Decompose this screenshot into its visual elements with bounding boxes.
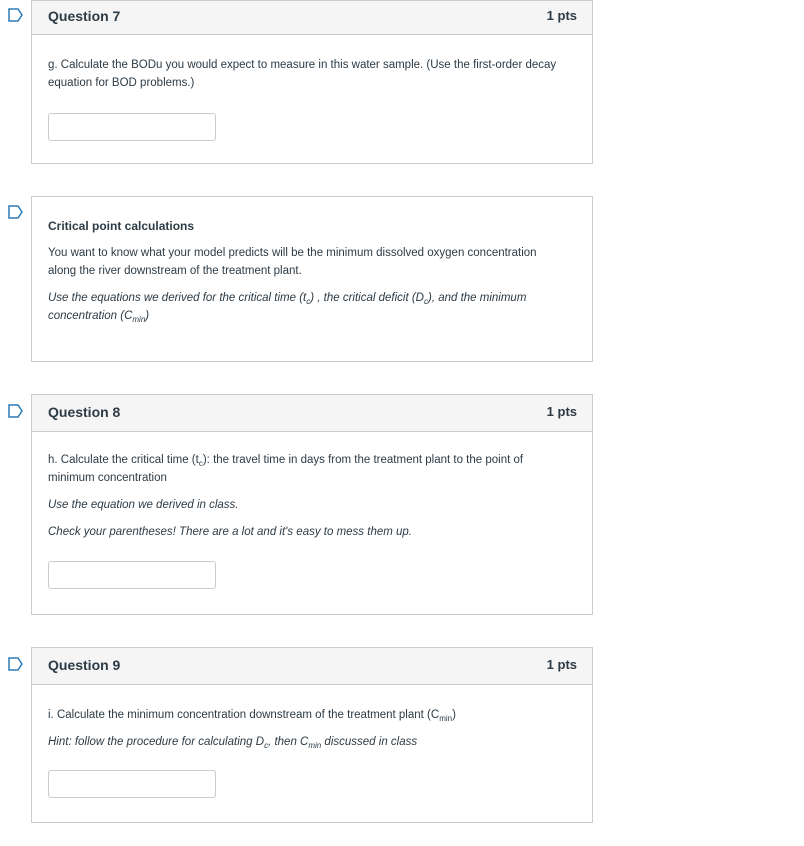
question-7-card [31, 0, 593, 164]
question-8-points: 1 pts [546, 404, 577, 419]
question-8-hint-1: Use the equation we derived in class. [48, 499, 239, 511]
critical-point-p2-line2: concentration $(C_{min})$ [48, 310, 150, 324]
flag-question-9-icon[interactable] [8, 657, 24, 671]
question-9-points: 1 pts [546, 657, 577, 672]
question-9-answer-input[interactable] [48, 770, 216, 798]
question-9-header [32, 648, 592, 685]
question-8-text-line1: h. Calculate the critical time $(t_c)$: the travel time in days from the treatment plant to the point of [48, 454, 524, 468]
question-9-title: Question 9 [48, 657, 121, 673]
question-8-text-line2: minimum concentration [48, 472, 167, 484]
flag-question-8-icon[interactable] [8, 404, 24, 418]
question-9-card [31, 647, 593, 823]
question-8-answer-input[interactable] [48, 561, 216, 589]
question-8-card [31, 394, 593, 615]
question-8-hint-2: Check your parentheses! There are a lot and it's easy to mess them up. [48, 526, 412, 538]
question-9-text: i. Calculate the minimum concentration downstream of the treatment plant $(C_{min})$ [48, 709, 456, 723]
flag-question-7-icon[interactable] [8, 8, 24, 22]
flag-critical-icon[interactable] [8, 205, 24, 219]
question-8-title: Question 8 [48, 404, 121, 420]
critical-point-heading: Critical point calculations [48, 219, 195, 233]
critical-point-p1-line1: You want to know what your model predicts will be the minimum dissolved oxygen concentration [48, 247, 537, 259]
question-7-text-line1: g. Calculate the BODu you would expect to measure in this water sample. (Use the first-order decay [48, 59, 557, 71]
question-7-header [32, 1, 592, 35]
question-7-text-line2: equation for BOD problems.) [48, 77, 195, 89]
critical-point-card [31, 196, 593, 362]
question-8-header [32, 395, 592, 432]
critical-point-p1-line2: along the river downstream of the treatment plant. [48, 265, 302, 277]
question-7-title: Question 7 [48, 8, 121, 24]
question-7-points: 1 pts [546, 8, 577, 23]
critical-point-p2-line1: Use the equations we derived for the critical time $(t_c)$ , the critical deficit $(D_c)$, and the minimum [48, 292, 527, 306]
question-9-hint: Hint: follow the procedure for calculating $D_c$, then $C_{min}$ discussed in class [48, 736, 418, 750]
question-7-answer-input[interactable] [48, 113, 216, 141]
